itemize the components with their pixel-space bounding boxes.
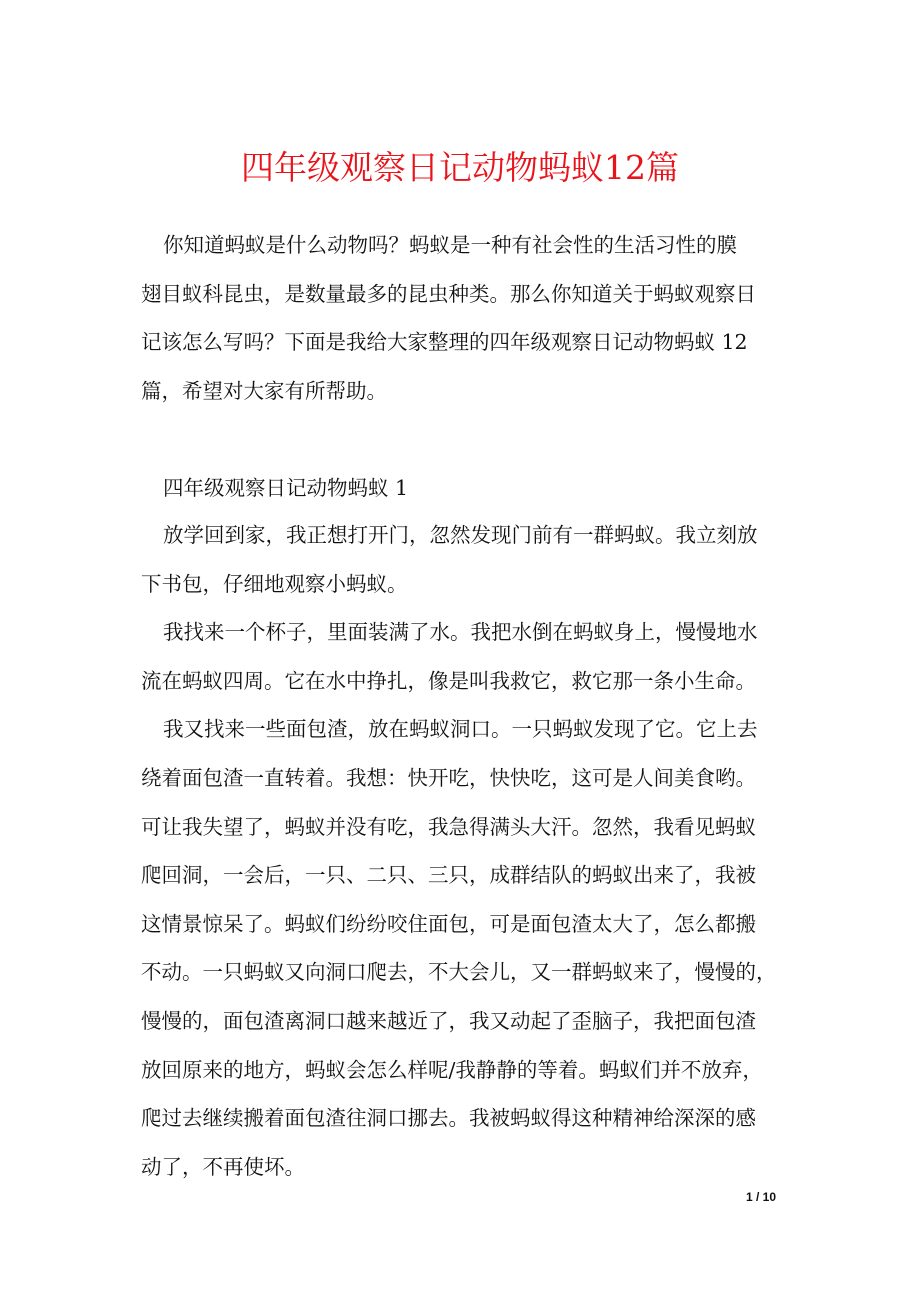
intro-line: 篇，希望对大家有所帮助。 bbox=[141, 378, 387, 403]
body-line: 动了，不再使坏。 bbox=[141, 1154, 305, 1179]
intro-line: 你知道蚂蚁是什么动物吗？蚂蚁是一种有社会性的生活习性的膜 bbox=[163, 233, 737, 257]
body-line: 我又找来一些面包渣，放在蚂蚁洞口。一只蚂蚁发现了它。它上去 bbox=[163, 717, 758, 742]
section-heading: 四年级观察日记动物蚂蚁 1 bbox=[163, 476, 409, 500]
body-line: 我找来一个杯子，里面装满了水。我把水倒在蚂蚁身上，慢慢地水 bbox=[163, 620, 758, 645]
body-line: 这情景惊呆了。蚂蚁们纷纷咬住面包，可是面包渣太大了，怎么都搬 bbox=[141, 911, 756, 936]
body-line: 爬过去继续搬着面包渣往洞口挪去。我被蚂蚁得这种精神给深深的感 bbox=[141, 1106, 756, 1131]
body-line: 可让我失望了，蚂蚁并没有吃，我急得满头大汗。忽然，我看见蚂蚁 bbox=[141, 814, 756, 839]
page-number: 1 / 10 bbox=[746, 1190, 777, 1204]
body-line: 放回原来的地方，蚂蚁会怎么样呢/我静静的等着。蚂蚁们并不放弃， bbox=[141, 1057, 763, 1082]
intro-line: 记该怎么写吗？下面是我给大家整理的四年级观察日记动物蚂蚁 12 bbox=[141, 330, 748, 355]
document-title: 四年级观察日记动物蚂蚁12篇 bbox=[241, 148, 679, 187]
body-line: 绕着面包渣一直转着。我想：快开吃，快快吃，这可是人间美食哟。 bbox=[141, 765, 756, 790]
body-line: 流在蚂蚁四周。它在水中挣扎，像是叫我救它，救它那一条小生命。 bbox=[141, 668, 756, 693]
body-line: 放学回到家，我正想打开门，忽然发现门前有一群蚂蚁。我立刻放 bbox=[163, 523, 758, 547]
section-heading-block bbox=[141, 464, 791, 513]
body-line: 下书包，仔细地观察小蚂蚁。 bbox=[141, 571, 408, 596]
body-line: 爬回洞，一会后，一只、二只、三只，成群结队的蚂蚁出来了，我被 bbox=[141, 863, 756, 888]
intro-paragraph bbox=[141, 221, 791, 415]
body-text bbox=[141, 511, 791, 1191]
body-line: 不动。一只蚂蚁又向洞口爬去，不大会儿，又一群蚂蚁来了，慢慢的， bbox=[141, 960, 777, 985]
intro-line: 翅目蚁科昆虫，是数量最多的昆虫种类。那么你知道关于蚂蚁观察日 bbox=[141, 281, 756, 306]
body-line: 慢慢的，面包渣离洞口越来越近了，我又动起了歪脑子，我把面包渣 bbox=[141, 1008, 756, 1033]
